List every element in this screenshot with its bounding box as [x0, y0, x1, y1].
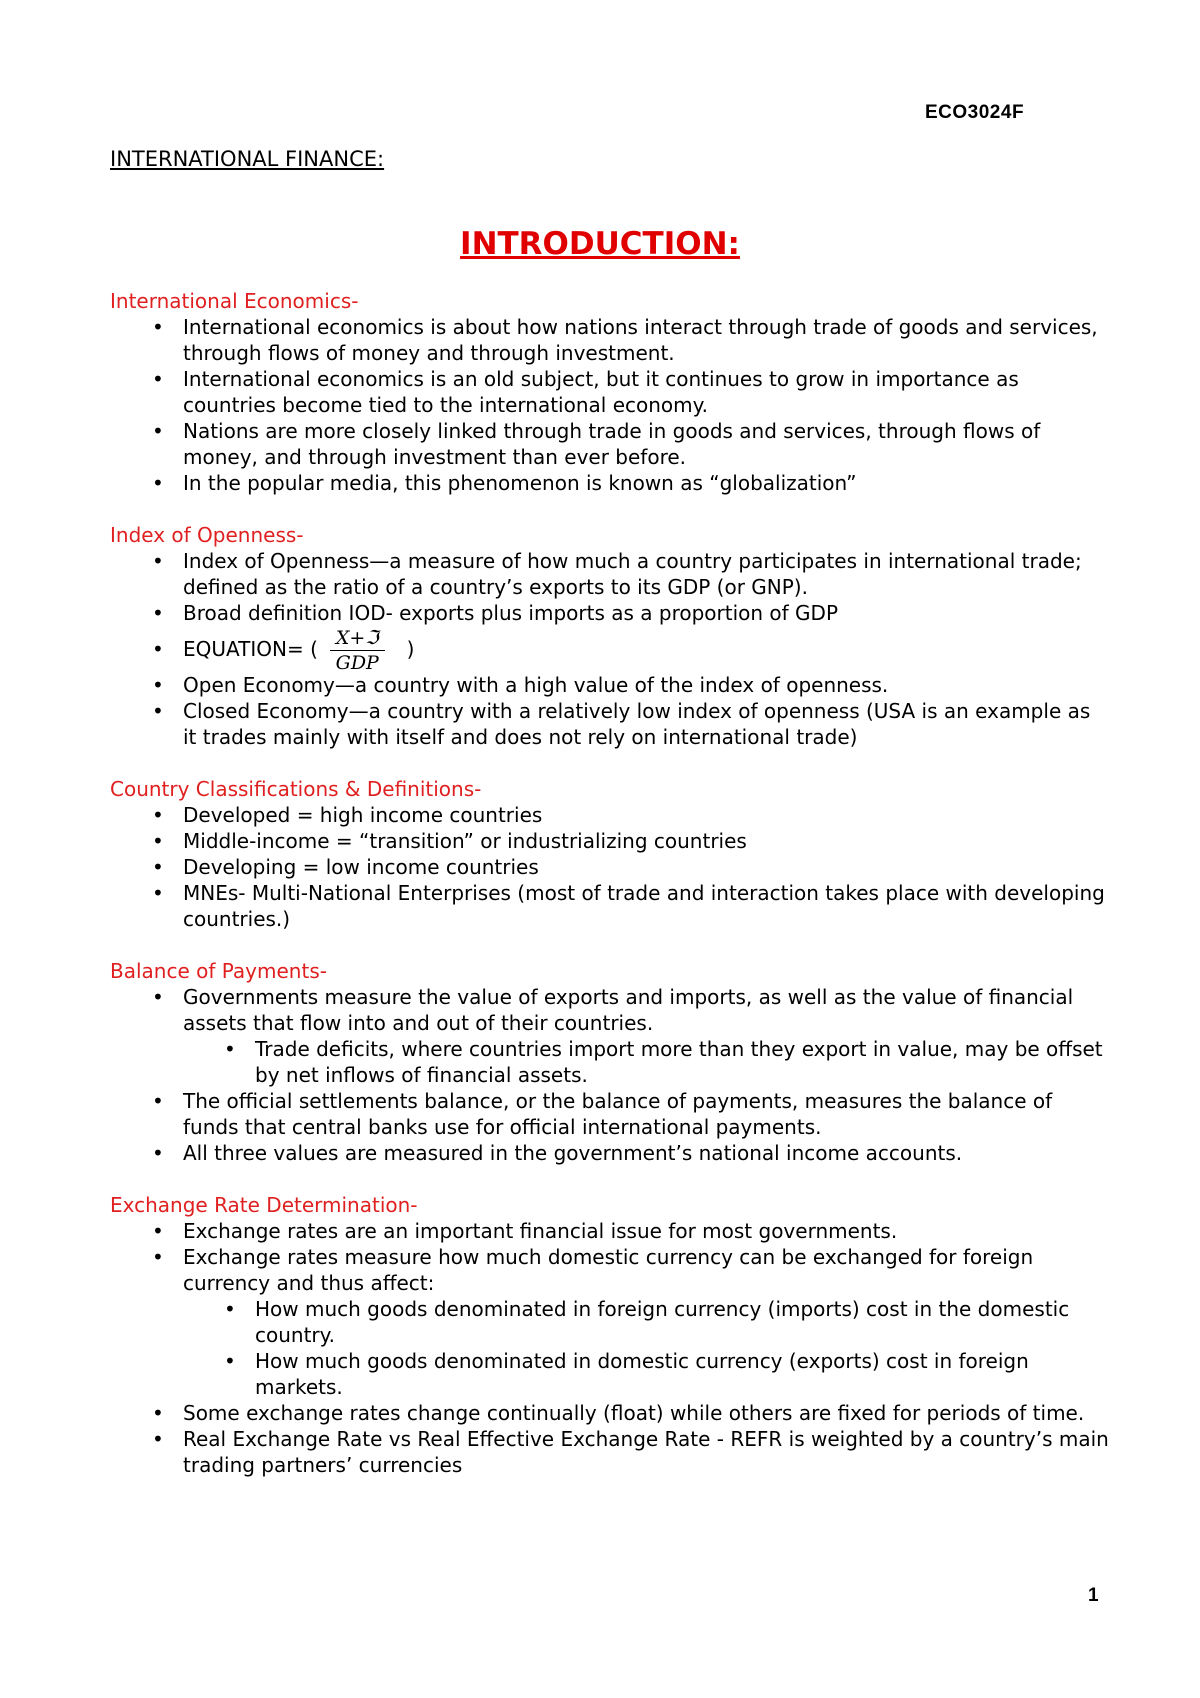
list-item-text: Governments measure the value of exports and imports, as well as the value of financial assets that flow into and out of their countries. — [183, 985, 1074, 1035]
chapter-title: INTRODUCTION: — [460, 226, 740, 262]
list-item — [110, 1244, 1110, 1296]
bullet-icon: • — [152, 315, 164, 339]
list-item — [110, 418, 1110, 470]
list-item — [110, 802, 1110, 828]
list-item — [110, 854, 1110, 880]
list-item — [110, 1140, 1110, 1166]
list-item — [110, 470, 1110, 496]
equation-label: EQUATION= ( — [183, 637, 318, 661]
list-item-text: Exchange rates are an important financial issue for most governments. — [183, 1219, 898, 1243]
document-title: INTERNATIONAL FINANCE: — [110, 147, 385, 171]
equation-denominator: GDP — [335, 652, 379, 674]
bullet-icon: • — [152, 985, 164, 1009]
equation-fraction — [330, 627, 385, 674]
bullet-icon: • — [224, 1297, 236, 1321]
bullet-icon: • — [152, 1141, 164, 1165]
document-body — [110, 288, 1110, 1504]
bullet-list — [110, 984, 1110, 1166]
list-item — [110, 1426, 1110, 1478]
list-item-text: International economics is an old subject, but it continues to grow in importance as countries become tied to the international economy. — [183, 367, 1019, 417]
section-heading: Country Classifications & Definitions- — [110, 777, 482, 801]
bullet-icon: • — [152, 699, 164, 723]
sub-list-item — [110, 1348, 1110, 1400]
section-exchange-rate-determination — [110, 1192, 1110, 1478]
bullet-list — [110, 1218, 1110, 1478]
equation-numerator: X+ℑ — [330, 627, 385, 651]
list-item-text: All three values are measured in the government’s national income accounts. — [183, 1141, 963, 1165]
section-index-of-openness — [110, 522, 1110, 750]
list-item-text: Broad definition IOD- exports plus imports as a proportion of GDP — [183, 601, 839, 625]
list-item-text: The official settlements balance, or the balance of payments, measures the balance of funds that central banks use for official international payments. — [183, 1089, 1053, 1139]
list-item-text: Open Economy—a country with a high value of the index of openness. — [183, 673, 889, 697]
section-heading: Exchange Rate Determination- — [110, 1193, 418, 1217]
bullet-icon: • — [152, 1401, 164, 1425]
list-item-text: Nations are more closely linked through trade in goods and services, through flows of money, and through investment than ever before. — [183, 419, 1041, 469]
list-item — [110, 1088, 1110, 1140]
list-item-text: Real Exchange Rate vs Real Effective Exchange Rate - REFR is weighted by a country’s main trading partners’ currencies — [183, 1427, 1109, 1477]
list-item-text: Trade deficits, where countries import more than they export in value, may be offset by net inflows of financial assets. — [255, 1037, 1103, 1087]
bullet-icon: • — [152, 637, 164, 661]
bullet-icon: • — [152, 1089, 164, 1113]
bullet-list — [110, 548, 1110, 750]
list-item — [110, 1218, 1110, 1244]
section-balance-of-payments — [110, 958, 1110, 1166]
list-item — [110, 600, 1110, 626]
bullet-icon: • — [152, 1219, 164, 1243]
bullet-icon: • — [224, 1037, 236, 1061]
course-code: ECO3024F — [925, 102, 1025, 123]
list-item — [110, 548, 1110, 600]
page-number: 1 — [1088, 1585, 1099, 1606]
list-item-text: Index of Openness—a measure of how much a country participates in international trade; defined as the ratio of a country’s exports to its GDP (or GNP). — [183, 549, 1082, 599]
list-item — [110, 880, 1110, 932]
list-item — [110, 698, 1110, 750]
bullet-icon: • — [152, 855, 164, 879]
bullet-list — [110, 314, 1110, 496]
list-item-text: Exchange rates measure how much domestic currency can be exchanged for foreign currency and thus affect: — [183, 1245, 1034, 1295]
list-item-text: How much goods denominated in foreign currency (imports) cost in the domestic country. — [255, 1297, 1070, 1347]
list-item-text: Closed Economy—a country with a relatively low index of openness (USA is an example as it trades mainly with itself and does not rely on international trade) — [183, 699, 1091, 749]
bullet-icon: • — [152, 549, 164, 573]
bullet-icon: • — [152, 419, 164, 443]
section-heading: Index of Openness- — [110, 523, 304, 547]
sub-list-item — [110, 1036, 1110, 1088]
list-item-text: Some exchange rates change continually (float) while others are fixed for periods of time. — [183, 1401, 1085, 1425]
sub-list-item — [110, 1296, 1110, 1348]
bullet-list — [110, 802, 1110, 932]
section-heading: International Economics- — [110, 289, 359, 313]
section-heading: Balance of Payments- — [110, 959, 327, 983]
list-item-text: Developed = high income countries — [183, 803, 543, 827]
list-item-text: Middle-income = “transition” or industrializing countries — [183, 829, 747, 853]
bullet-icon: • — [152, 881, 164, 905]
list-item — [110, 828, 1110, 854]
bullet-icon: • — [152, 601, 164, 625]
bullet-icon: • — [152, 471, 164, 495]
bullet-icon: • — [224, 1349, 236, 1373]
bullet-icon: • — [152, 1245, 164, 1269]
list-item — [110, 1400, 1110, 1426]
list-item-text: How much goods denominated in domestic currency (exports) cost in foreign markets. — [255, 1349, 1029, 1399]
equation-close: ) — [406, 637, 415, 661]
bullet-icon: • — [152, 673, 164, 697]
list-item-text: Developing = low income countries — [183, 855, 539, 879]
list-item — [110, 672, 1110, 698]
section-international-economics — [110, 288, 1110, 496]
bullet-icon: • — [152, 367, 164, 391]
list-item-text: International economics is about how nations interact through trade of goods and services, through flows of money and through investment. — [183, 315, 1098, 365]
list-item — [110, 984, 1110, 1036]
list-item-text: In the popular media, this phenomenon is known as “globalization” — [183, 471, 857, 495]
section-country-classifications — [110, 776, 1110, 932]
list-item — [110, 314, 1110, 366]
bullet-icon: • — [152, 1427, 164, 1451]
list-item — [110, 366, 1110, 418]
list-item-text: MNEs- Multi-National Enterprises (most of trade and interaction takes place with developing countries.) — [183, 881, 1105, 931]
bullet-icon: • — [152, 803, 164, 827]
bullet-icon: • — [152, 829, 164, 853]
equation-item — [110, 626, 1110, 672]
